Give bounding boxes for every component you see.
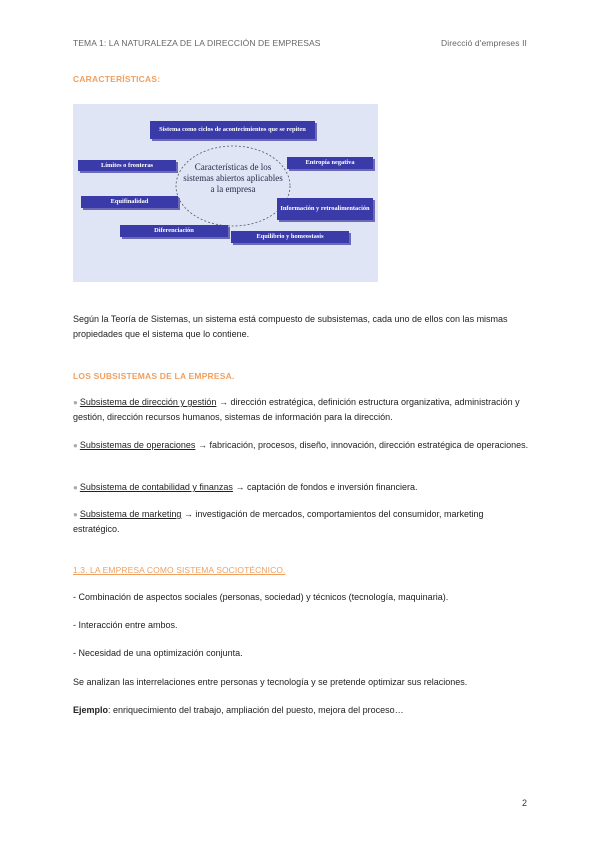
diagram-box-informacion: Información y retroalimentación <box>277 198 373 220</box>
caracteristicas-title: CARACTERÍSTICAS: <box>73 74 161 84</box>
subsystem-name: Subsistemas de operaciones <box>79 440 196 450</box>
subsystem-item <box>73 395 529 425</box>
subsystem-desc: → captación de fondos e inversión financiera. <box>235 482 418 492</box>
sociotecnico-title: 1.3. LA EMPRESA COMO SISTEMA SOCIOTÉCNICO. <box>73 565 286 575</box>
subsystem-item <box>73 507 529 537</box>
diagram-box-entropia: Entropía negativa <box>287 157 373 169</box>
sociotecnico-line: - Necesidad de una optimización conjunta. <box>73 648 243 658</box>
bullet-icon: ● <box>73 483 78 492</box>
sociotecnico-line: - Combinación de aspectos sociales (personas, sociedad) y técnicos (tecnología, maquinaria). <box>73 592 449 602</box>
bullet-icon: ● <box>73 441 78 450</box>
sociotecnico-summary: Se analizan las interrelaciones entre personas y tecnología y se pretende optimizar sus relaciones. <box>73 677 468 687</box>
sociotecnico-line: - Interacción entre ambos. <box>73 620 178 630</box>
subsystem-item <box>73 438 529 453</box>
subsystem-desc: → dirección estratégica, definición estructura organizativa, administración y gestión, dirección recursos humanos, sistemas de información para la dirección. <box>73 397 520 422</box>
bullet-icon: ● <box>73 398 78 407</box>
diagram-box-diferenciacion: Diferenciación <box>120 225 228 237</box>
subsystem-desc: → fabricación, procesos, diseño, innovación, dirección estratégica de operaciones. <box>197 440 529 450</box>
bullet-icon: ● <box>73 510 78 519</box>
subsystem-name: Subsistema de contabilidad y finanzas <box>79 482 233 492</box>
diagram-center-text: Características de los sistemas abiertos aplicables a la empresa <box>183 162 283 194</box>
subsystem-item <box>73 480 529 495</box>
example-label: Ejemplo <box>73 705 109 715</box>
page-number: 2 <box>521 798 527 808</box>
diagram-box-limites: Límites o fronteras <box>78 160 176 171</box>
page-header-right: Direcció d'empreses II <box>440 38 527 48</box>
open-systems-diagram <box>73 104 378 282</box>
diagram-box-equifinalidad: Equifinalidad <box>81 196 178 208</box>
diagram-box-ciclos: Sistema como ciclos de acontecimientos que se repiten <box>150 121 315 139</box>
page-header-left: TEMA 1: LA NATURALEZA DE LA DIRECCIÓN DE EMPRESAS <box>73 38 321 48</box>
example-text: : enriquecimiento del trabajo, ampliación del puesto, mejora del proceso… <box>108 705 404 715</box>
diagram-box-equilibrio: Equilibrio y homeostasis <box>231 231 349 243</box>
intro-paragraph: Según la Teoría de Sistemas, un sistema está compuesto de subsistemas, cada uno de ellos con las mismas propiedades que el sistema que lo contiene. <box>73 314 508 339</box>
subsystem-name: Subsistema de dirección y gestión <box>79 397 217 407</box>
subsystem-desc: → investigación de mercados, comportamientos del consumidor, marketing estratégico. <box>73 509 484 534</box>
subsistemas-title: LOS SUBSISTEMAS DE LA EMPRESA. <box>73 371 235 381</box>
subsystem-name: Subsistema de marketing <box>79 509 182 519</box>
example-line <box>73 703 529 718</box>
